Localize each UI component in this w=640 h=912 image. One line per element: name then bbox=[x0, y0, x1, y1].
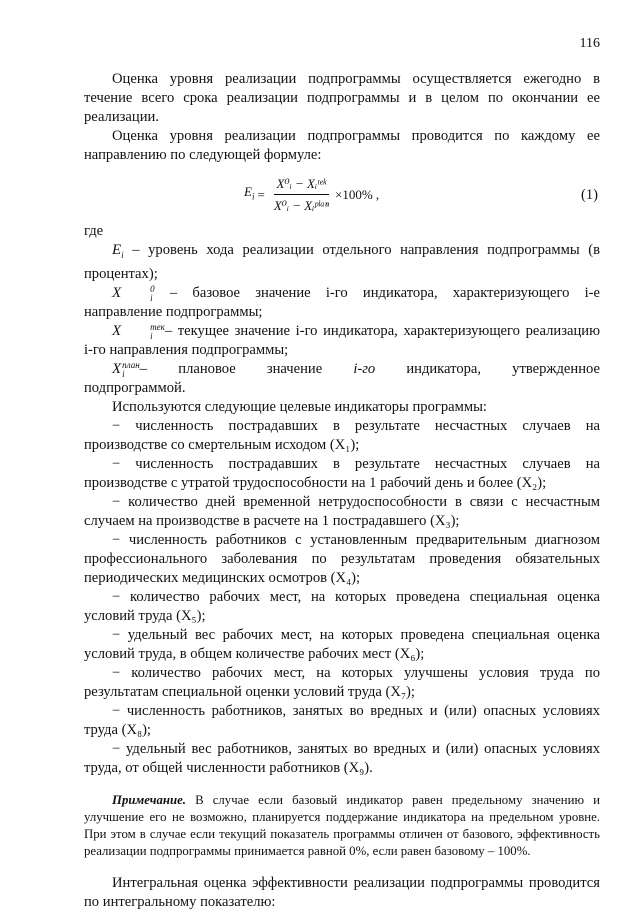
formula-block bbox=[84, 168, 600, 220]
paragraph-formula-intro: Оценка уровня реализации подпрограммы проводится по каждому ее направлению по следующей формуле: bbox=[84, 128, 600, 163]
formula-numerator: X⁰ᵢ − Xᵢᵗᵉᵏ bbox=[274, 174, 330, 195]
formula-denominator: X⁰ᵢ − Xᵢᵖˡᵃⁿ bbox=[273, 198, 330, 213]
definition-e: $E_i$ – уровень хода реализации отдельного направления подпрограммы (в процентах); bbox=[84, 242, 600, 282]
definition-xplan-end: подпрограммой. bbox=[84, 380, 186, 396]
note: Примечание. В случае если базовый индикатор равен предельному значению и улучшение его не возможно, планируется поддержание индикатора на предельном уровне. При этом в случае если текущий показатель программы отличен от базового, эффективность реализации подпрограммы принимается равной 0%, если равен базовому – 100%. bbox=[84, 793, 600, 858]
list-item: − численность пострадавших в результате несчастных случаев на производстве с утратой трудоспособности на 1 рабочий день и более (X₂); bbox=[84, 456, 600, 491]
list-item: − количество рабочих мест, на которых проведена специальная оценка условий труда (X₅); bbox=[84, 589, 600, 624]
paragraph-intro: Оценка уровня реализации подпрограммы осуществляется ежегодно в течение всего срока реализации подпрограммы и в целом по окончании ее реализации. bbox=[84, 71, 600, 125]
symbol-xplan: X план i – bbox=[112, 359, 148, 379]
symbol-e: $E_i$ bbox=[112, 242, 124, 260]
formula-equals: = bbox=[257, 187, 265, 202]
formula-lhs: $E_i$ bbox=[244, 184, 255, 202]
definition-xtek: X тек i – текущее значение i-го индикатора, характеризующего реализацию i-го направления подпрограммы; bbox=[84, 321, 600, 358]
symbol-xtek: X тек i bbox=[112, 321, 165, 341]
list-item: − численность пострадавших в результате несчастных случаев на производстве со смертельным исходом (X₁); bbox=[84, 418, 600, 453]
note-label: Примечание. bbox=[112, 793, 186, 807]
where-label: где bbox=[84, 223, 104, 239]
formula-fraction bbox=[271, 174, 332, 215]
paragraph-final: Интегральная оценка эффективности реализации подпрограммы проводится по интегральному показателю: bbox=[84, 875, 600, 910]
indicators-intro: Используются следующие целевые индикаторы программы: bbox=[112, 399, 487, 415]
list-item: − количество дней временной нетрудоспособности в связи с несчастным случаем на производстве в расчете на 1 пострадавшего (X₃); bbox=[84, 494, 600, 529]
document-body bbox=[84, 70, 600, 912]
formula bbox=[244, 174, 379, 215]
list-item: − удельный вес рабочих мест, на которых проведена специальная оценка условий труда, в общем количестве рабочих мест (X₆); bbox=[84, 627, 600, 662]
formula-number: (1) bbox=[580, 187, 598, 203]
list-item: − численность работников, занятых во вредных и (или) опасных условиях труда (X₈); bbox=[84, 703, 600, 738]
list-item: − удельный вес работников, занятых во вредных и (или) опасных условиях труда, от общей численности работников (X₉). bbox=[84, 741, 600, 776]
list-item: − количество рабочих мест, на которых улучшены условия труда по результатам специальной оценки условий труда (X₇); bbox=[84, 665, 600, 700]
symbol-x0: X 0 i bbox=[112, 283, 155, 303]
definition-x0: X 0 i – базовое значение i-го индикатора, характеризующего i-е направление подпрограммы; bbox=[84, 283, 600, 320]
page-number: 116 bbox=[579, 36, 600, 51]
formula-multiplier: ×100% , bbox=[335, 187, 380, 202]
definition-xplan: X план i – плановое значение i-го индикатора, утвержденное bbox=[112, 359, 600, 379]
list-item: − численность работников с установленным предварительным диагнозом профессионального заболевания по результатам проведения обязательных периодических медицинских осмотров (X₄); bbox=[84, 532, 600, 586]
